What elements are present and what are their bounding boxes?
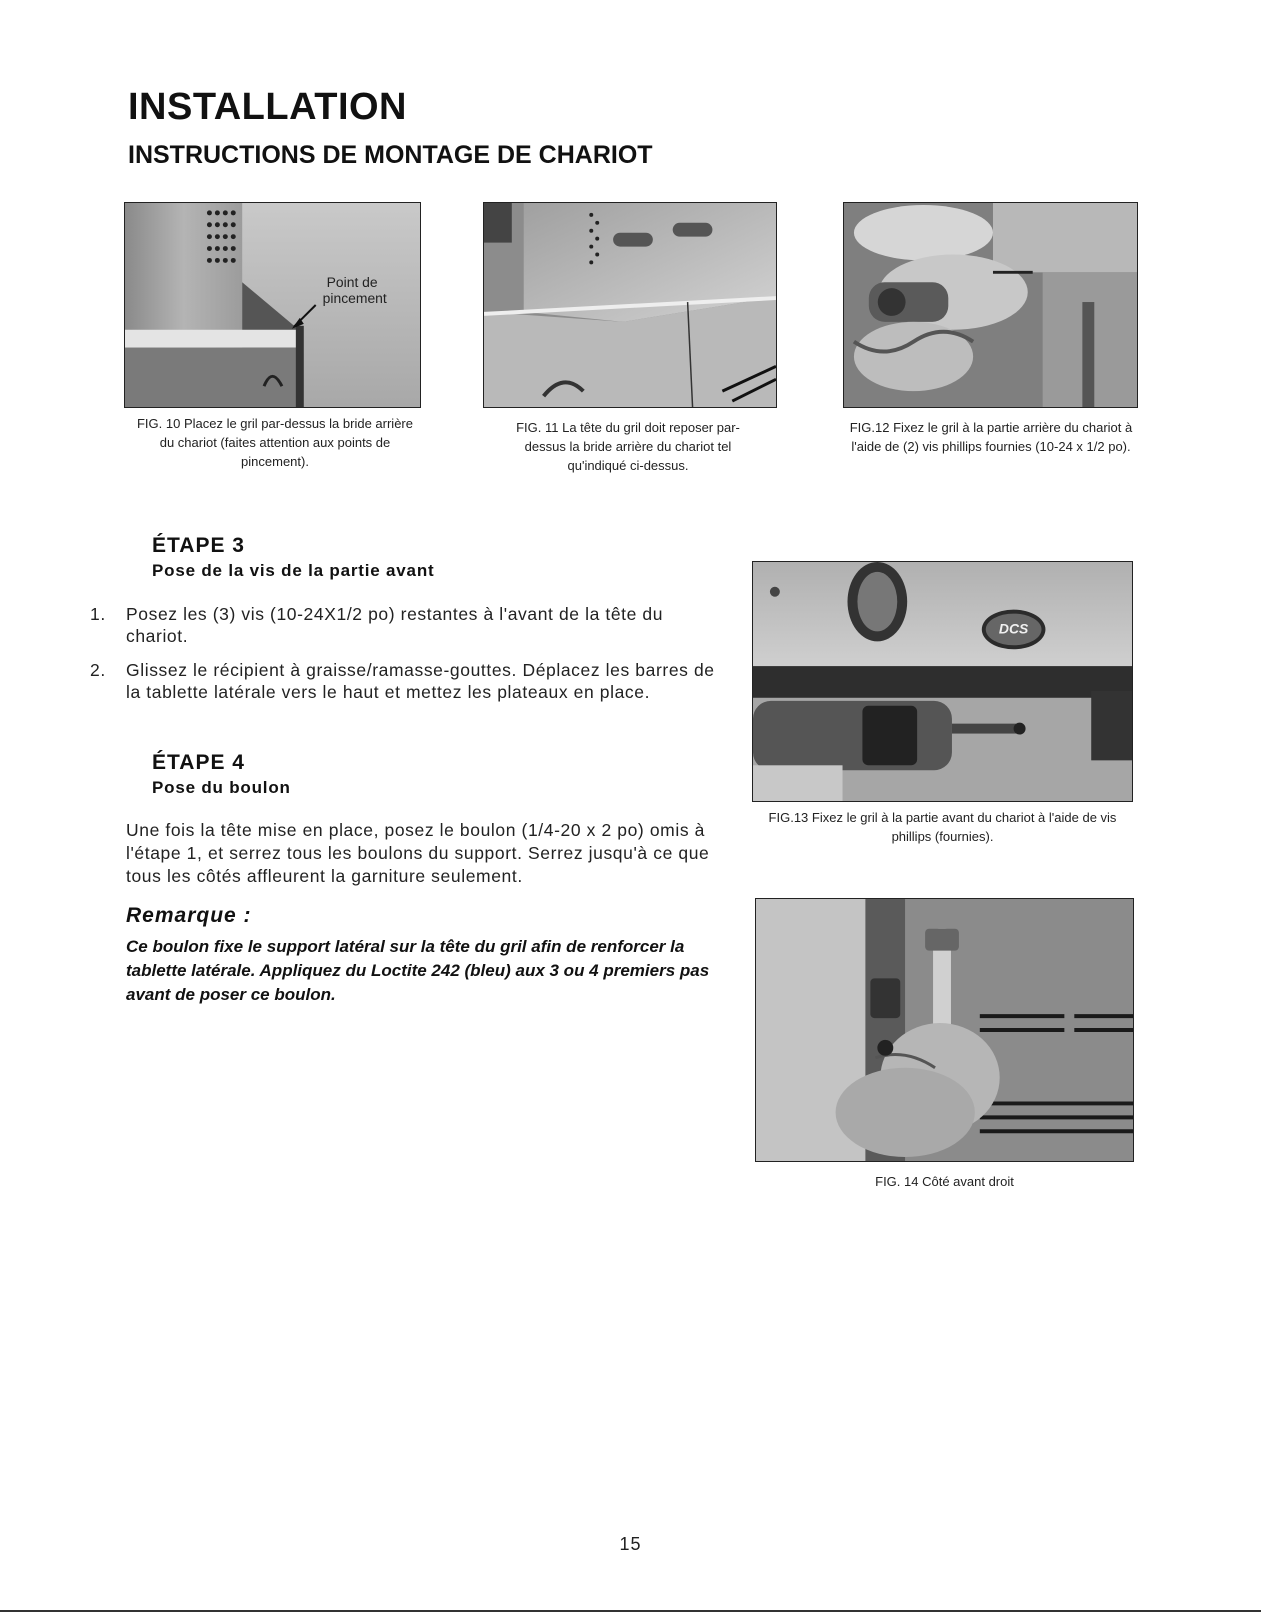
fig10-label-line2: pincement (322, 290, 387, 307)
remark-heading: Remarque : (126, 904, 252, 927)
step4-body: Une fois la tête mise en place, posez le boulon (1/4-20 x 2 po) omis à l'étape 1, et serrez tous les boulons du support. Serrez jusqu'à ce que tous les côtés affleurent la garniture seulement. (126, 820, 710, 886)
fig14-photo (755, 898, 1134, 1162)
fig11-photo (483, 202, 777, 408)
page-title: INSTALLATION (128, 86, 407, 128)
fig12-photo (843, 202, 1138, 408)
fig14-caption: FIG. 14 Côté avant droit (875, 1174, 1014, 1189)
step3-list (90, 603, 725, 715)
fig13-badge-text: DCS (998, 620, 1029, 637)
fig13-photo (752, 561, 1133, 802)
step3-heading: ÉTAPE 3 (152, 534, 245, 557)
fig12-caption: FIG.12 Fixez le gril à la partie arrière du chariot à l'aide de (2) vis phillips fournies (10-24 x 1/2 po). (849, 420, 1133, 454)
step3-subheading: Pose de la vis de la partie avant (152, 561, 435, 580)
fig11-caption: FIG. 11 La tête du gril doit reposer par-dessus la bride arrière du chariot tel qu'indiqué ci-dessus. (516, 420, 740, 473)
list-item (90, 659, 725, 703)
page-number: 15 (619, 1534, 642, 1554)
list-item-number: 2. (90, 660, 106, 680)
bottom-rule (0, 1610, 1261, 1612)
section-title: INSTRUCTIONS DE MONTAGE DE CHARIOT (128, 141, 653, 169)
fig10-photo (124, 202, 421, 408)
remark-body: Ce boulon fixe le support latéral sur la tête du gril afin de renforcer la tablette latérale. Appliquez du Loctite 242 (bleu) aux 3 ou 4 premiers pas avant de poser ce boulon. (126, 937, 710, 1004)
fig10-label-line1: Point de (326, 274, 378, 291)
step4-subheading: Pose du boulon (152, 778, 291, 797)
list-item-text: Glissez le récipient à graisse/ramasse-gouttes. Déplacez les barres de la tablette latérale vers le haut et mettez les plateaux en place. (126, 660, 715, 702)
fig10-caption: FIG. 10 Placez le gril par-dessus la bride arrière du chariot (faites attention aux points de pincement). (136, 416, 413, 469)
fig13-caption: FIG.13 Fixez le gril à la partie avant du chariot à l'aide de vis phillips (fournies). (768, 810, 1117, 844)
list-item-number: 1. (90, 604, 106, 624)
list-item (90, 603, 725, 647)
step4-heading: ÉTAPE 4 (152, 751, 245, 774)
list-item-text: Posez les (3) vis (10-24X1/2 po) restantes à l'avant de la tête du chariot. (126, 604, 664, 646)
